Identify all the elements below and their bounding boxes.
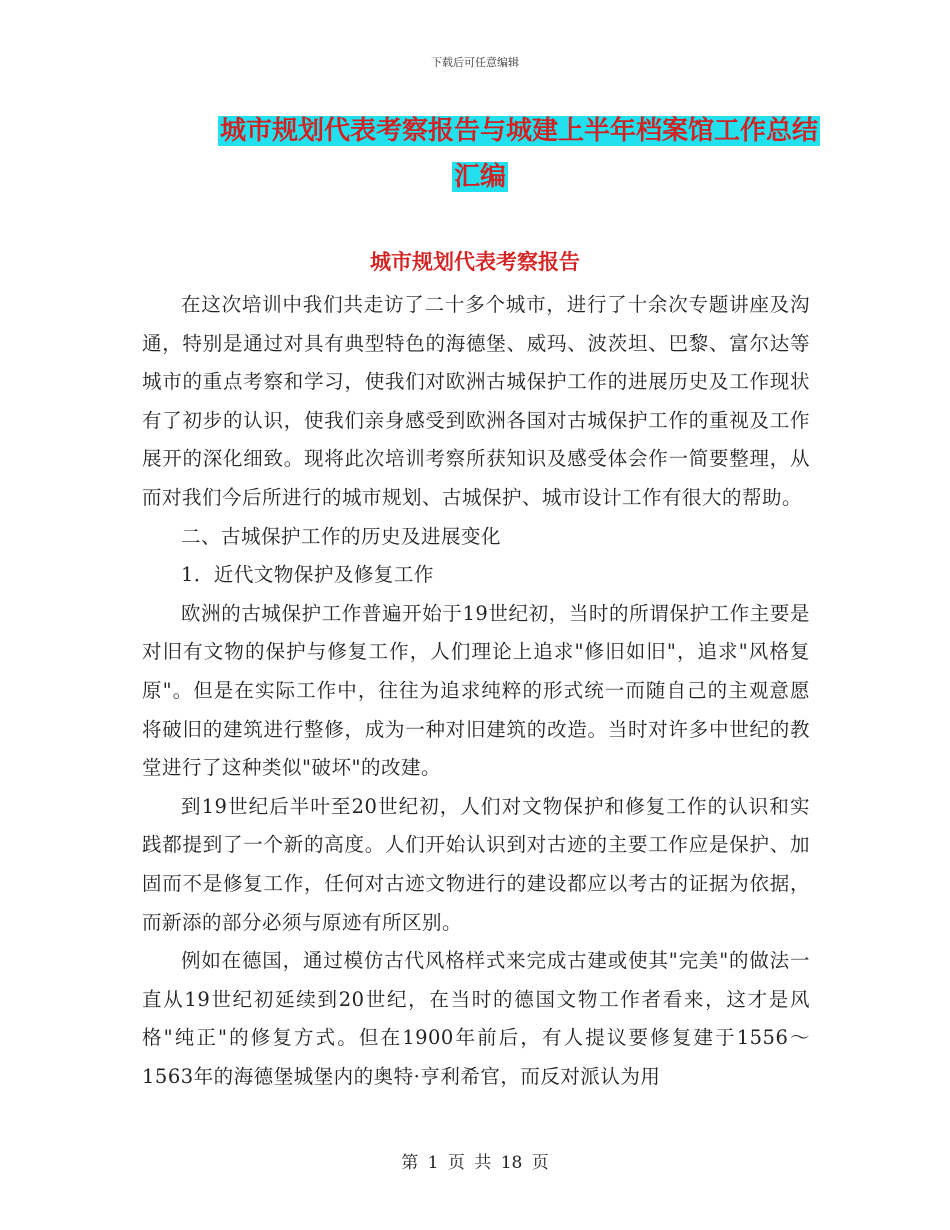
title-highlight: 城市规划代表考察报告与城建上半年档案馆工作总结: [219, 116, 818, 146]
header-note: 下载后可任意编辑: [431, 56, 519, 69]
paragraph: 到19世纪后半叶至20世纪初，人们对文物保护和修复工作的认识和实践都提到了一个新的高度。人们开始认识到对古迹的主要工作应是保护、加固而不是修复工作，任何对古迹文物进行的建设都应以考古的证据为依据，而新添的部分必须与原迹有所区别。: [142, 794, 810, 934]
document-title-line-1: [140, 108, 820, 154]
paragraph: 在这次培训中我们共走访了二十多个城市，进行了十余次专题讲座及沟通，特别是通过对具有典型特色的海德堡、威玛、波茨坦、巴黎、富尔达等城市的重点考察和学习，使我们对欧洲古城保护工作的进展历史及工作现状有了初步的认识，使我们亲身感受到欧洲各国对古城保护工作的重视及工作展开的深化细致。现将此次培训考察所获知识及感受体会作一简要整理，从而对我们今后所进行的城市规划、古城保护、城市设计工作有很大的帮助。: [142, 293, 810, 509]
document-title: [140, 108, 820, 200]
body-text: [142, 286, 810, 1096]
paragraph: 1．近代文物保护及修复工作: [181, 563, 434, 587]
paragraph: 例如在德国，通过模仿古代风格样式来完成古建或使其"完美"的做法一直从19世纪初延续到20世纪，在当时的德国文物工作者看来，这才是风格"纯正"的修复方式。但在1900年前后，有人提议要修复建于1556～1563年的海德堡城堡内的奥特·亨利希官，而反对派认为用: [142, 949, 810, 1088]
page-footer: 第 1 页 共 18 页: [401, 1153, 549, 1173]
title-highlight: 汇编: [453, 162, 506, 192]
paragraph: 欧洲的古城保护工作普遍开始于19世纪初，当时的所谓保护工作主要是对旧有文物的保护与修复工作，人们理论上追求"修旧如旧"，追求"风格复原"。但是在实际工作中，往往为追求纯粹的形式统一而随自己的主观意愿将破旧的建筑进行整修，成为一种对旧建筑的改造。当时对许多中世纪的教堂进行了这种类似"破坏"的改建。: [142, 601, 810, 780]
section-title: 城市规划代表考察报告: [370, 250, 580, 274]
document-title-line-2: [140, 154, 820, 200]
paragraph: 二、古城保护工作的历史及进展变化: [181, 524, 502, 548]
